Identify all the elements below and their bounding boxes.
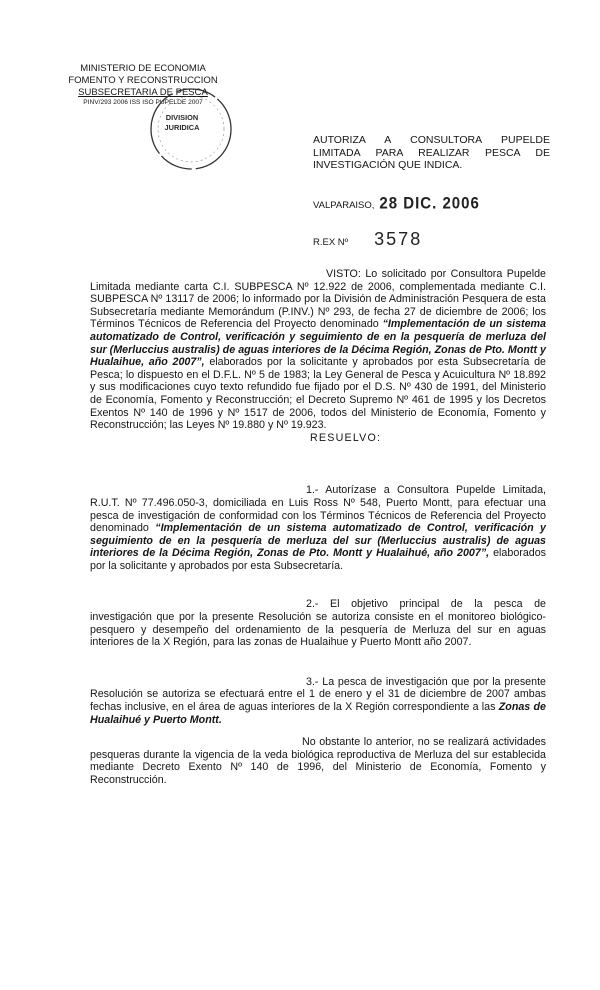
resuelvo-heading: RESUELVO: (310, 431, 382, 444)
place-date-line (313, 195, 480, 212)
item-text-before: Autorízase a Consultora Pupelde Limitada, R.U.T. Nº 77.496.050-3, domiciliada en Luis Ross Nº 548, Puerto Montt, para efectuar una pesca de investigación de conformidad con los Términos Técnicos de Referencia del Proyecto denominado (90, 484, 546, 535)
stamp-text-juridica: JURIDICA (164, 123, 200, 132)
reference-code: PINV/293 2006 ISS ISO PUPELDE 2007 (83, 99, 203, 107)
resolution-label: R.EX Nº (313, 237, 349, 248)
resolution-item-3 (90, 676, 546, 726)
visto-paragraph (90, 268, 546, 432)
visto-label: VISTO: (326, 268, 361, 280)
place: VALPARAISO, (313, 200, 375, 211)
item-number: 2.- (306, 598, 319, 611)
resolution-item-2 (90, 598, 546, 648)
division-juridica-stamp (146, 84, 236, 174)
resolution-number-line (313, 229, 422, 250)
date-stamp: 28 DIC. 2006 (379, 193, 480, 214)
resolution-item-1 (90, 484, 546, 572)
closing-note: No obstante lo anterior, no se realizará actividades pesqueras durante la vigencia de la veda biológica reproductiva de Merluza del sur establecida mediante Decreto Exento Nº 140 de 1996, del Ministerio de Economía, Fomento y Reconstrucción. (90, 736, 546, 786)
visto-text-before: Lo solicitado por Consultora Pupelde Limitada mediante carta C.I. SUBPESCA Nº 12.922 de 2006, complementada mediante C.I. SUBPESCA Nº 13117 de 2006; lo informado por la División de Administración Pesquera de esta Subsecretaría mediante Memorándum (P.INV.) Nº 293, de fecha 27 de diciembre de 2006; los Términos Técnicos de Referencia del Proyecto denominado (90, 268, 546, 331)
subsecretariat-name: SUBSECRETARIA DE PESCA (78, 86, 208, 98)
item-text-after: elaborados por la solicitante y aprobados por esta Subsecretaría. (90, 547, 546, 572)
item-zones-emphasis: Zonas de Hualaihué y Puerto Montt. (90, 701, 546, 726)
ministry-name-line2: FOMENTO Y RECONSTRUCCION (68, 74, 218, 86)
ministry-name: MINISTERIO DE ECONOMIA (80, 63, 206, 74)
item-text: El objetivo principal de la pesca de investigación que por la presente Resolución se autoriza consiste en el monitoreo biológico-pesquero y desempeño del ordenamiento de la pesquería de Merluza del sur en aguas interiores de la X Región, para las zonas de Hualaihue y Puerto Montt año 2007. (90, 598, 546, 649)
item-number: 3.- (306, 675, 319, 688)
visto-project-name: “Implementación de un sistema automatizado de Control, verificación y seguimiento de en la pesquería de merluza del sur (Merluccius australis) de aguas interiores de la Décima Región, Zonas de Pto. Montt y Hualaihue, año 2007”, (90, 318, 546, 369)
item-project-name: “Implementación de un sistema automatizado de Control, verificación y seguimiento de en la pesquería de merluza del sur (Merluccius australis) de aguas interiores de la Décima Región, Zonas de Pto. Montt y Hualaihué, año 2007”, (90, 522, 546, 560)
document-body (90, 268, 546, 787)
resolution-number: 3578 (374, 229, 423, 249)
visto-text-after: elaborados por la solicitante y aprobados por esta Subsecretaría de Pesca; lo dispuesto en el D.F.L. Nº 5 de 1983; la Ley General de Pesca y Acuicultura Nº 18.892 y sus modificaciones cuyo texto refundido fue fijado por el D.S. Nº 430 de 1991, del Ministerio de Economía, Fomento y Reconstrucción; el Decreto Supremo Nº 461 de 1995 y los Decretos Exentos Nº 140 de 1996 y Nº 1517 de 2006, todos del Ministerio de Economía, Fomento y Reconstrucción; las Leyes Nº 19.880 y Nº 19.923. (90, 356, 546, 432)
item-number: 1.- (306, 484, 319, 497)
stamp-text-division: DIVISION (165, 113, 199, 122)
resolution-title: AUTORIZA A CONSULTORA PUPELDE LIMITADA PARA REALIZAR PESCA DE INVESTIGACIÓN QUE INDICA. (313, 134, 550, 171)
item-text-before: La pesca de investigación que por la presente Resolución se autoriza se efectuará entre el 1 de enero y el 31 de diciembre de 2007 ambas fechas inclusive, en el área de aguas interiores de la X Región correspondiente a las (90, 675, 546, 714)
